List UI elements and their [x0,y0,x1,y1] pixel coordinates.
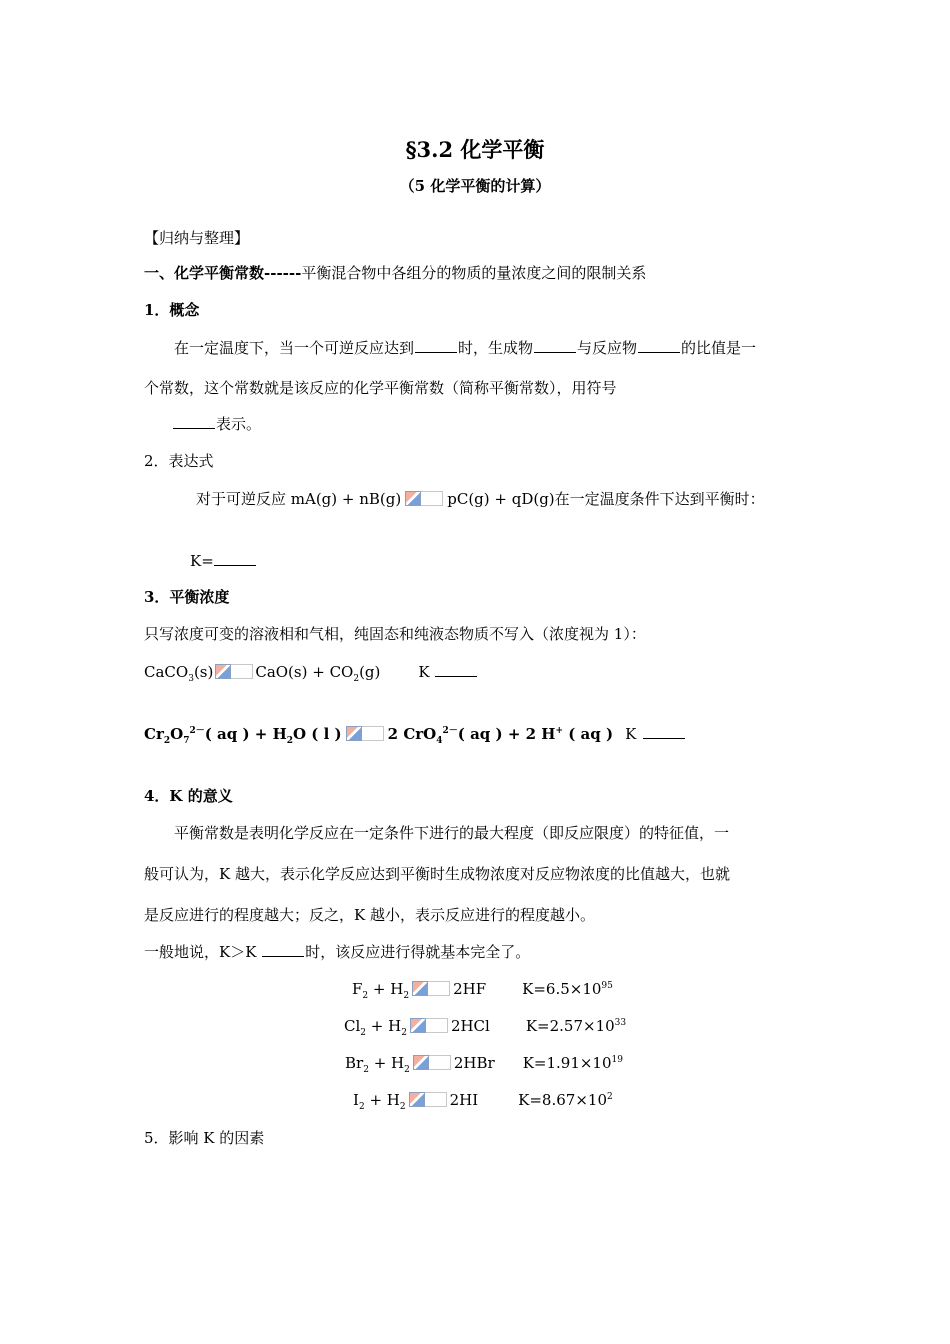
text-span: pC(g) + qD(g)在一定温度条件下达到平衡时： [447,490,765,508]
subscript: 2 [360,1028,367,1038]
text-span: O ( l ) [293,725,342,743]
equation-dichromate [144,724,686,744]
text-span: ( aq ) + H [204,725,287,743]
equilibrium-arrow-icon [405,491,443,506]
subscript: 3 [188,674,194,684]
text-span: 表示。 [216,415,262,433]
subscript: 2 [403,991,410,1001]
text-span: + H [368,980,404,998]
text-span: K [625,725,637,743]
k-value [523,1053,623,1073]
text-span: 时，生成物 [458,339,534,357]
subscript: 4 [436,736,443,746]
equilibrium-arrow-icon [346,726,384,741]
superscript: 95 [601,981,613,991]
k-expression [190,551,257,571]
reaction-row [344,1016,626,1036]
meaning-heading: 4．K 的意义 [144,787,233,805]
text-span: (g) [359,663,381,681]
subscript: 2 [401,1028,407,1038]
fill-blank[interactable] [173,414,215,429]
text-span: K=2.57×10 [525,1017,615,1035]
summary-heading: 【归纳与整理】 [144,229,250,247]
meaning-paragraph-4 [144,942,530,962]
text-span: ( aq ) + 2 H [457,725,556,743]
equilibrium-arrow-icon [412,981,450,996]
text-span: + H [364,1091,400,1109]
meaning-paragraph-2: 般可认为，K 越大，表示化学反应达到平衡时生成物浓度对反应物浓度的比值越大，也就 [144,865,730,883]
equilibrium-arrow-icon [409,1092,447,1107]
text-span: + H [368,1054,405,1072]
concept-line-1 [174,338,756,358]
k-value [522,979,613,999]
equilibrium-arrow-icon [410,1018,448,1033]
subscript: 7 [183,736,190,746]
text-span: CaCO [144,663,189,681]
equilibrium-arrow-icon [413,1055,451,1070]
concept-line-2: 个常数，这个常数就是该反应的化学平衡常数（简称平衡常数），用符号 [144,379,617,397]
reaction-row [353,1090,613,1110]
subscript: 2 [358,1102,365,1112]
k-value [518,1090,613,1110]
reaction-row [345,1053,623,1073]
meaning-paragraph-1: 平衡常数是表明化学反应在一定条件下进行的最大程度（即反应限度）的特征值，一 [174,824,730,842]
k-value [526,1016,626,1036]
text-span: Cl [344,1017,361,1035]
superscript: + [555,726,564,736]
text-span: CaO(s) + CO [255,663,354,681]
text-span: 与反应物 [577,339,638,357]
text-span: K=1.91×10 [522,1054,612,1072]
text-span: 2HCl [450,1017,490,1035]
equation-caco3 [144,662,478,682]
superscript: 33 [614,1018,627,1028]
superscript: 19 [611,1055,623,1065]
concentration-heading: 3．平衡浓度 [144,588,230,606]
text-span: + H [366,1017,402,1035]
text-span: O [170,725,184,743]
text-span: K= [190,552,214,570]
text-span: 2HF [453,980,487,998]
expression-heading: 2．表达式 [144,452,214,470]
fill-blank[interactable] [214,551,256,566]
section1-heading-rest: 平衡混合物中各组分的物质的量浓度之间的限制关系 [301,264,647,282]
concentration-rule: 只写浓度可变的溶液相和气相，纯固态和纯液态物质不写入（浓度视为 1）： [144,625,646,643]
subscript: 2 [399,1102,406,1112]
text-span: Cr [144,725,164,743]
factors-heading: 5．影响 K 的因素 [144,1129,265,1147]
expression-line [196,489,765,509]
text-span: Br [345,1054,364,1072]
text-span: K [418,663,430,681]
fill-blank[interactable] [638,338,680,353]
text-span: F [352,980,363,998]
superscript: 2－ [189,726,205,736]
subscript: 2 [163,736,171,746]
fill-blank[interactable] [415,338,457,353]
superscript: 2－ [442,726,458,736]
equilibrium-arrow-icon [215,664,253,679]
text-span: 对于可逆反应 mA(g) + nB(g) [196,490,402,508]
text-span: 2HBr [453,1054,495,1072]
concept-line-3 [172,414,261,434]
text-span: 在一定温度下，当一个可逆反应达到 [174,339,415,357]
text-span: 2HI [449,1091,479,1109]
page-subtitle: （5 化学平衡的计算） [399,177,551,195]
text-span: 一般地说，K＞K [144,943,257,961]
meaning-paragraph-3: 是反应进行的程度越大；反之，K 越小，表示反应进行的程度越小。 [144,906,595,924]
concept-heading: 1．概念 [144,301,200,319]
text-span: 的比值是一 [681,339,757,357]
section1-heading [144,263,646,283]
subscript: 2 [353,674,360,684]
text-span: ( aq ) [563,725,614,743]
section1-heading-bold: 一、化学平衡常数------ [144,264,302,282]
subscript: 2 [363,1065,369,1075]
subscript: 2 [286,736,294,746]
subscript: 2 [362,991,369,1001]
superscript: 2 [606,1092,613,1102]
fill-blank[interactable] [435,662,477,677]
text-span: 2 CrO [387,725,437,743]
text-span: K=8.67×10 [518,1091,607,1109]
fill-blank[interactable] [534,338,576,353]
subscript: 2 [404,1065,410,1075]
text-span: 时，该反应进行得就基本完全了。 [305,943,531,961]
text-span: K=6.5×10 [522,980,602,998]
reaction-row [352,979,613,999]
page-title: §3.2 化学平衡 [405,137,545,162]
fill-blank[interactable] [643,724,685,739]
fill-blank[interactable] [262,942,304,957]
text-span: (s) [193,663,214,681]
text-span: I [353,1091,359,1109]
